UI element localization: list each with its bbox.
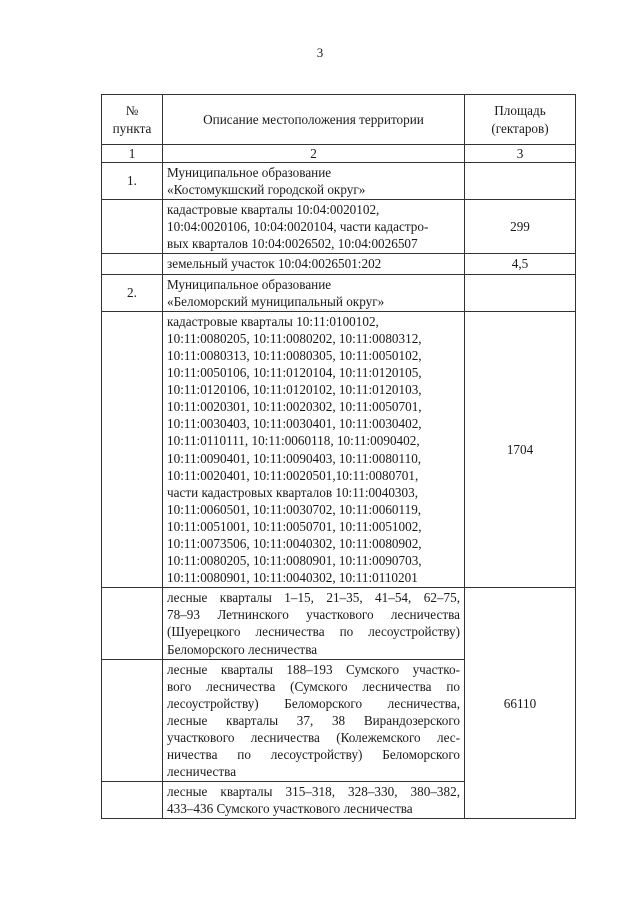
description-line: Муниципальное образование [167, 165, 332, 180]
description-line: участкового лесничества (Колежемского лес- [167, 730, 460, 745]
row-description [163, 588, 465, 659]
index-col-3: 3 [465, 145, 576, 163]
description-line: вого лесничества (Сумского лесничества по [167, 678, 460, 694]
description-line: кадастровые кварталы 10:04:0020102, [167, 202, 380, 218]
description-line: (Шуерецкого лесничества по лесоустройству) [167, 624, 460, 640]
row-number [102, 588, 163, 659]
page-number: 3 [316, 45, 324, 60]
index-col-2: 2 [163, 145, 465, 163]
description-line: лесоустройству) Беломорского лесничества, [167, 695, 460, 711]
description-line: 10:11:0090401, 10:11:0090403, 10:11:0080110, [167, 450, 422, 466]
row-number: 1. [102, 163, 163, 200]
description-line: 10:11:0080205, 10:11:0080202, 10:11:0080312, [167, 330, 422, 346]
description-line: 10:11:0073506, 10:11:0040302, 10:11:0080902, [167, 535, 422, 551]
description-line: 10:11:0120106, 10:11:0120102, 10:11:0120103, [167, 382, 422, 398]
row-description [163, 254, 465, 274]
description-line: кадастровые кварталы 10:11:0100102, [167, 313, 379, 329]
description-line: «Костомукшский городской округ» [167, 182, 366, 198]
description-line: 10:11:0080901, 10:11:0040302, 10:11:0110201 [167, 570, 418, 586]
row-area: 66110 [465, 588, 576, 819]
description-line: 10:11:0020401, 10:11:0020501,10:11:0080701, [167, 467, 419, 483]
row-number [102, 200, 163, 254]
row-description [163, 782, 465, 819]
table-row [102, 311, 576, 588]
table-row [102, 163, 576, 200]
description-line: ничества по лесоустройству) Беломорского [167, 747, 460, 763]
description-line: Беломорского лесничества [167, 641, 318, 657]
table-row [102, 254, 576, 274]
row-description [163, 163, 465, 200]
description-line: Муниципальное образование [167, 276, 332, 292]
header-area: Площадь (гектаров) [465, 95, 576, 145]
description-line: 433–436 Сумского участкового лесничества [167, 801, 413, 817]
description-line: земельный участок 10:04:0026501:202 [167, 256, 382, 272]
row-number [102, 311, 163, 588]
description-line: лесные кварталы 315–318, 328–330, 380–382, [167, 784, 460, 800]
description-line: 10:11:0030403, 10:11:0030401, 10:11:0030402, [167, 416, 422, 432]
description-line: «Беломорский муниципальный округ» [167, 293, 385, 309]
row-number [102, 659, 163, 782]
description-line: 10:11:0060501, 10:11:0030702, 10:11:0060119, [167, 501, 422, 517]
row-number: 2. [102, 274, 163, 311]
description-line: лесничества [167, 764, 237, 780]
row-area: 4,5 [465, 254, 576, 274]
row-description [163, 311, 465, 588]
row-area [465, 163, 576, 200]
description-line: лесные кварталы 37, 38 Вирандозерского [167, 712, 460, 728]
table-row [102, 274, 576, 311]
description-line: части кадастровых кварталов 10:11:0040303, [167, 484, 419, 500]
row-number [102, 782, 163, 819]
description-line: 78–93 Летнинского участкового лесничества [167, 607, 460, 623]
description-line: 10:11:0050106, 10:11:0120104, 10:11:0120105, [167, 365, 422, 381]
row-description [163, 274, 465, 311]
row-area [465, 274, 576, 311]
row-area: 299 [465, 200, 576, 254]
table-row [102, 588, 576, 659]
description-line: лесные кварталы 1–15, 21–35, 41–54, 62–75, [167, 590, 460, 606]
description-line: 10:04:0020106, 10:04:0020104, части кадастро- [167, 219, 429, 235]
row-number [102, 254, 163, 274]
description-line: 10:11:0020301, 10:11:0020302, 10:11:0050701, [167, 399, 422, 415]
description-line: вых кварталов 10:04:0026502, 10:04:0026507 [167, 236, 418, 252]
table-row [102, 200, 576, 254]
row-area: 1704 [465, 311, 576, 588]
description-line: 10:11:0051001, 10:11:0050701, 10:11:0051002, [167, 518, 422, 534]
index-row [102, 145, 576, 163]
index-col-1: 1 [102, 145, 163, 163]
row-description [163, 659, 465, 782]
header-desc: Описание местоположения территории [163, 95, 465, 145]
description-line: лесные кварталы 188–193 Сумского участко- [167, 661, 460, 677]
description-line: 10:11:0080313, 10:11:0080305, 10:11:0050102, [167, 347, 422, 363]
header-row [102, 95, 576, 145]
row-description [163, 200, 465, 254]
description-line: 10:11:0110111, 10:11:0060118, 10:11:0090402, [167, 433, 420, 449]
description-line: 10:11:0080205, 10:11:0080901, 10:11:0090703, [167, 553, 422, 569]
header-num: № пункта [102, 95, 163, 145]
territory-table [101, 94, 576, 819]
